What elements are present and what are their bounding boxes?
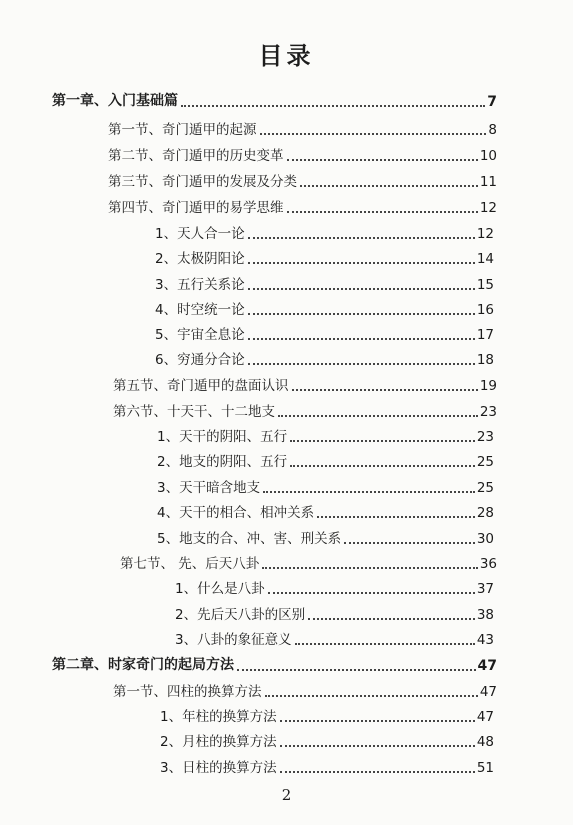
dot-leader: [280, 719, 475, 722]
toc-entry-page: 18: [476, 352, 494, 368]
dot-leader: [248, 287, 475, 290]
toc-entry-page: 28: [476, 505, 494, 521]
dot-leader: [262, 566, 478, 569]
toc-entry-title: 2、月柱的换算方法: [160, 734, 277, 750]
toc-entry: [108, 168, 497, 190]
toc-entry-title: 1、天干的阴阳、五行: [157, 429, 288, 445]
toc-entry-page: 43: [476, 632, 494, 648]
toc-entry-page: 30: [476, 531, 494, 547]
toc-entry-page: 8: [488, 122, 497, 138]
toc-entry-page: 16: [476, 302, 494, 318]
toc-entry-title: 2、先后天八卦的区别: [175, 607, 306, 623]
dot-leader: [260, 132, 487, 135]
toc-entry-title: 第一章、入门基础篇: [52, 93, 178, 109]
toc-entry: [155, 296, 494, 318]
toc-entry: [175, 601, 494, 623]
toc-entry-page: 23: [476, 429, 494, 445]
toc-entry: [157, 423, 494, 445]
toc-entry: [155, 271, 494, 293]
toc-entry-title: 3、八卦的象征意义: [175, 632, 292, 648]
toc-entry: [113, 678, 497, 700]
toc-entry: [52, 88, 497, 110]
toc-entry-title: 3、天干暗含地支: [157, 480, 261, 496]
toc-entry-page: 37: [476, 581, 494, 597]
toc-entry-title: 第一节、奇门遁甲的起源: [108, 122, 257, 138]
toc-entry: [108, 116, 497, 138]
dot-leader: [280, 770, 475, 773]
toc-entry: [155, 346, 494, 368]
toc-entry-title: 第六节、十天干、十二地支: [113, 404, 275, 420]
dot-leader: [248, 312, 475, 315]
dot-leader: [300, 184, 478, 187]
dot-leader: [248, 261, 475, 264]
toc-entry-title: 第一节、四柱的换算方法: [113, 684, 262, 700]
dot-leader: [248, 236, 475, 239]
toc-entry-title: 1、天人合一论: [155, 226, 245, 242]
toc-entry-page: 7: [487, 94, 497, 110]
toc-entry: [108, 142, 497, 164]
dot-leader: [248, 362, 475, 365]
toc-entry-title: 2、地支的阴阳、五行: [157, 454, 288, 470]
toc-entry-page: 11: [479, 174, 497, 190]
toc-entry: [175, 626, 494, 648]
toc-entry-page: 25: [476, 454, 494, 470]
toc-entry: [160, 728, 494, 750]
dot-leader: [308, 617, 475, 620]
toc-entry-title: 第三节、奇门遁甲的发展及分类: [108, 174, 297, 190]
toc-entry-page: 48: [476, 734, 494, 750]
toc-entry: [157, 499, 494, 521]
toc-entry-page: 47: [476, 709, 494, 725]
dot-leader: [248, 337, 475, 340]
toc-entry-page: 36: [479, 556, 497, 572]
toc-entry-page: 14: [476, 251, 494, 267]
toc-entry: [113, 398, 497, 420]
toc-entry: [157, 525, 494, 547]
toc-entry-page: 15: [476, 277, 494, 293]
dot-leader: [295, 642, 475, 645]
toc-entry: [155, 220, 494, 242]
toc-entry: [155, 245, 494, 267]
toc-entry-title: 第七节、 先、后天八卦: [120, 556, 260, 572]
toc-entry-page: 25: [476, 480, 494, 496]
page-title: 目录: [258, 42, 315, 70]
toc-entry: [160, 703, 494, 725]
toc-entry: [157, 448, 494, 470]
toc-entry-title: 4、时空统一论: [155, 302, 245, 318]
dot-leader: [287, 158, 478, 161]
toc-entry-page: 51: [476, 760, 494, 776]
toc-entry-page: 23: [479, 404, 497, 420]
dot-leader: [280, 744, 475, 747]
toc-entry-title: 1、什么是八卦: [175, 581, 265, 597]
toc-entry: [52, 652, 497, 674]
dot-leader: [263, 490, 475, 493]
toc-entry-title: 第五节、奇门遁甲的盘面认识: [113, 378, 289, 394]
toc-entry: [175, 575, 494, 597]
toc-entry-title: 第二章、时家奇门的起局方法: [52, 657, 234, 673]
toc-entry-title: 1、年柱的换算方法: [160, 709, 277, 725]
toc-entry-title: 3、五行关系论: [155, 277, 245, 293]
dot-leader: [317, 515, 475, 518]
toc-entry-page: 12: [479, 200, 497, 216]
dot-leader: [344, 541, 475, 544]
dot-leader: [278, 414, 478, 417]
toc-entry-title: 6、穷通分合论: [155, 352, 245, 368]
page-number: 2: [281, 786, 292, 804]
dot-leader: [287, 210, 478, 213]
dot-leader: [290, 464, 475, 467]
toc-entry-title: 5、宇宙全息论: [155, 327, 245, 343]
toc-entry-page: 17: [476, 327, 494, 343]
toc-entry: [160, 754, 494, 776]
toc-entry: [108, 194, 497, 216]
toc-entry: [157, 474, 494, 496]
dot-leader: [265, 694, 478, 697]
toc-entry-title: 第四节、奇门遁甲的易学思维: [108, 200, 284, 216]
toc-entry-title: 4、天干的相合、相冲关系: [157, 505, 315, 521]
toc-entry-title: 第二节、奇门遁甲的历史变革: [108, 148, 284, 164]
dot-leader: [237, 668, 476, 671]
toc-entry-page: 10: [479, 148, 497, 164]
toc-entry-page: 12: [476, 226, 494, 242]
toc-entry-title: 2、太极阴阳论: [155, 251, 245, 267]
toc-entry-page: 19: [479, 378, 497, 394]
toc-entry-page: 38: [476, 607, 494, 623]
toc-entry: [120, 550, 497, 572]
toc-entry-title: 5、地支的合、冲、害、刑关系: [157, 531, 342, 547]
toc-entry-title: 3、日柱的换算方法: [160, 760, 277, 776]
dot-leader: [181, 104, 485, 107]
toc-entry-page: 47: [479, 684, 497, 700]
toc-entry-page: 47: [477, 658, 497, 674]
dot-leader: [268, 591, 475, 594]
toc-entry: [113, 372, 497, 394]
dot-leader: [292, 388, 478, 391]
dot-leader: [290, 439, 475, 442]
toc-entry: [155, 321, 494, 343]
